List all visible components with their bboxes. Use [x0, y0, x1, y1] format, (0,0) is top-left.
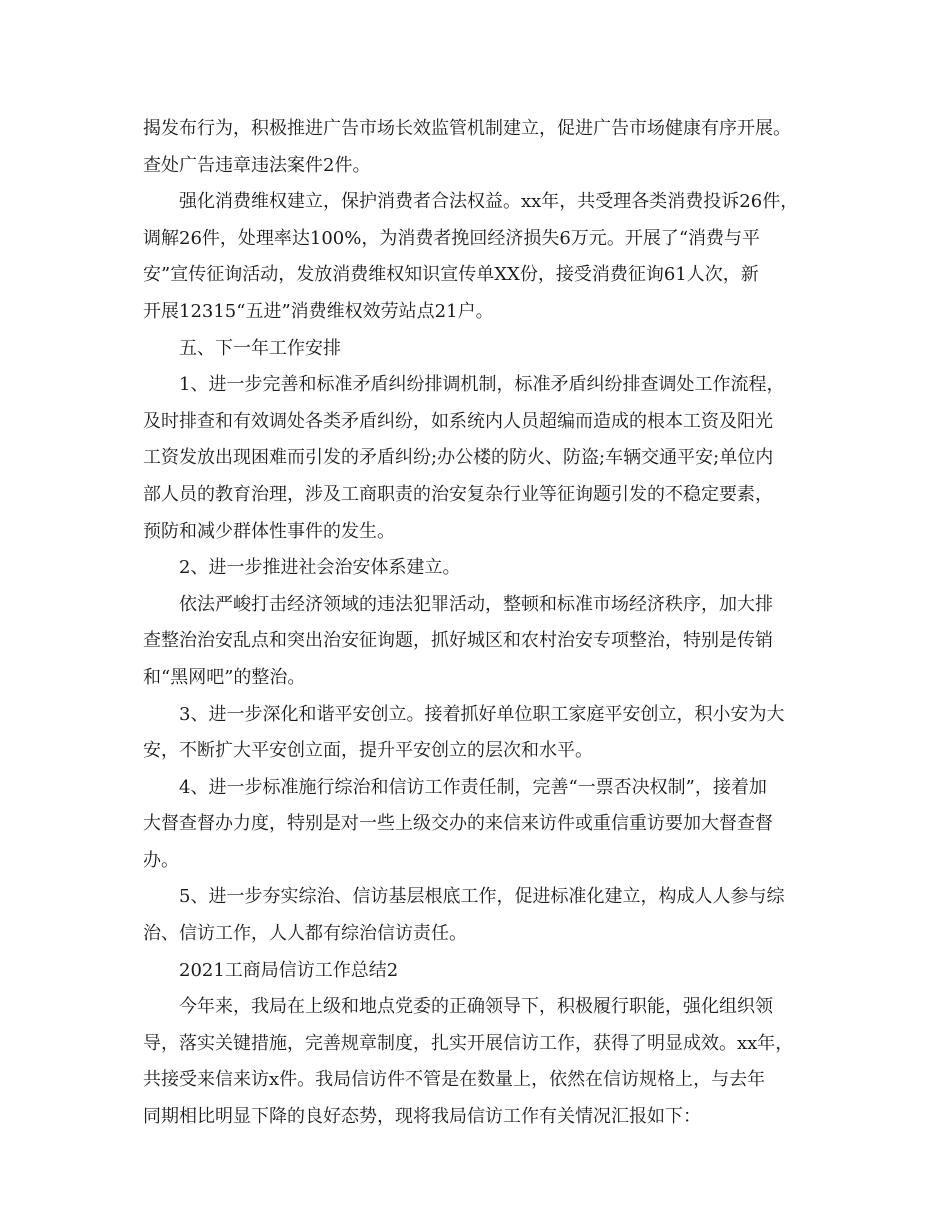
text-line: 安，不断扩大平安创立面，提升平安创立的层次和水平。 — [143, 740, 593, 762]
text-line: 5、进一步夯实综治、信访基层根底工作，促进标准化建立，构成人人参与综 — [179, 886, 785, 908]
text-line: 2、进一步推进社会治安体系建立。 — [179, 557, 461, 579]
text-line: 和“黑网吧”的整治。 — [143, 666, 306, 688]
text-line: 及时排查和有效调处各类矛盾纠纷，如系统内人员超编而造成的根本工资及阳光 — [143, 410, 773, 432]
text-line: 3、进一步深化和谐平安创立。接着抓好单位职工家庭平安创立，积小安为大 — [179, 703, 785, 725]
text-line: 今年来，我局在上级和地点党委的正确领导下，积极履行职能，强化组织领 — [179, 996, 773, 1018]
text-line: 依法严峻打击经济领域的违法犯罪活动，整顿和标准市场经济秩序，加大排 — [179, 593, 773, 615]
text-line: 工资发放出现困难而引发的矛盾纠纷;办公楼的防火、防盗;车辆交通平安;单位内 — [143, 447, 774, 469]
text-line: 导，落实关键措施，完善规章制度，扎实开展信访工作，获得了明显成效。xx年， — [143, 1032, 794, 1054]
text-line: 调解26件，处理率达100%，为消费者挽回经济损失6万元。开展了“消费与平 — [143, 227, 761, 249]
text-line: 强化消费维权建立，保护消费者合法权益。xx年，共受理各类消费投诉26件， — [179, 191, 799, 213]
text-line: 揭发布行为，积极推进广告市场长效监管机制建立，促进广告市场健康有序开展。 — [143, 118, 791, 139]
text-line: 同期相比明显下降的良好态势，现将我局信访工作有关情况汇报如下： — [143, 1106, 701, 1128]
text-line: 安”宣传征询活动，发放消费维权知识宣传单XX份，接受消费征询61人次，新 — [143, 264, 759, 286]
text-line: 五、下一年工作安排 — [179, 337, 341, 359]
text-line: 开展12315“五进”消费维权效劳站点21户。 — [143, 300, 494, 322]
text-line: 2021工商局信访工作总结2 — [179, 959, 399, 981]
document-body — [143, 111, 821, 1136]
text-line: 共接受来信来访x件。我局信访件不管是在数量上，依然在信访规格上，与去年 — [143, 1069, 766, 1091]
text-line: 1、进一步完善和标准矛盾纠纷排调机制，标准矛盾纠纷排查调处工作流程， — [179, 374, 785, 396]
text-line: 4、进一步标准施行综治和信访工作责任制，完善“一票否决权制”，接着加 — [179, 776, 767, 798]
text-line: 查处广告违章违法案件2件。 — [143, 154, 371, 176]
text-line: 大督查督办力度，特别是对一些上级交办的来信来访件或重信重访要加大督查督 — [143, 813, 773, 835]
text-line: 查整治治安乱点和突出治安征询题，抓好城区和农村治安专项整治，特别是传销 — [143, 630, 773, 652]
text-line: 办。 — [143, 849, 179, 871]
text-line: 治、信访工作，人人都有综治信访责任。 — [143, 923, 467, 945]
text-line: 部人员的教育治理，涉及工商职责的治安复杂行业等征询题引发的不稳定要素， — [143, 483, 773, 505]
text-line: 预防和减少群体性事件的发生。 — [143, 520, 395, 542]
